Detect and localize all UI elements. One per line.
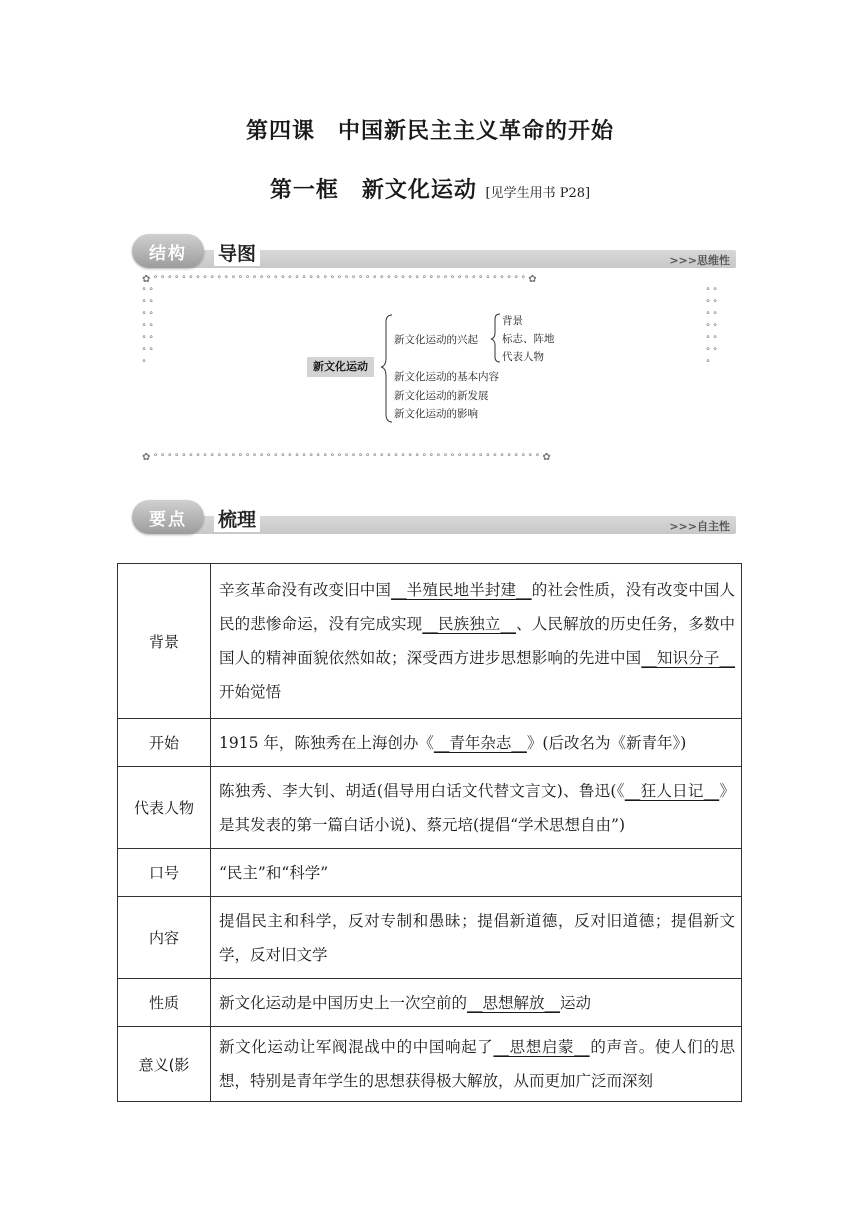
row-text: 》是其发表的第一篇白话小说)、蔡元培(提倡“学术思想自由”): [219, 781, 735, 834]
row-content: [211, 979, 742, 1027]
row-label: 性质: [118, 979, 211, 1027]
table-row: [118, 979, 742, 1027]
row-text: 》(后改名为《新青年》): [526, 733, 687, 752]
ornament-border-bottom: ✿ ᐤ ᐤ ᐤ ᐤ ᐤ ᐤ ᐤ ᐤ ᐤ ᐤ ᐤ ᐤ ᐤ ᐤ ᐤ ᐤ ᐤ ᐤ ᐤ ᐤ ᐤ ᐤ ᐤ ᐤ ᐤ ᐤ ᐤ ᐤ ᐤ ᐤ ᐤ ᐤ ᐤ ᐤ ᐤ ᐤ ᐤ ᐤ ᐤ ᐤ ᐤ ᐤ ᐤ ᐤ ᐤ ᐤ ᐤ ᐤ ᐤ ᐤ ᐤ ᐤ ᐤ ᐤ ᐤ ✿: [142, 452, 551, 463]
mindmap-node-content: 新文化运动的基本内容: [394, 371, 499, 383]
banner-tag: >>>自主性: [669, 520, 730, 533]
row-label: 口号: [118, 849, 211, 897]
page-title: 第四课 中国新民主主义革命的开始: [245, 119, 614, 144]
row-label: 意义(影: [118, 1027, 211, 1102]
row-content: [211, 719, 742, 767]
table-row: [118, 719, 742, 767]
row-text: “民主”和“科学”: [219, 863, 329, 882]
page-reference: [见学生用书 P28]: [485, 186, 591, 201]
banner-heading: 导图: [214, 242, 260, 266]
row-text: 的社会性质，没有改变中国人民的悲惨命运，没有完成实现: [219, 581, 735, 633]
mindmap-node-influence: 新文化运动的影响: [394, 408, 478, 420]
row-label: 开始: [118, 719, 211, 767]
row-content: [211, 1027, 742, 1102]
banner-pill: 结构: [132, 234, 204, 268]
mindmap-sub-brace: [490, 313, 502, 363]
row-text: 开始觉悟: [219, 683, 282, 701]
mindmap-node-people: 代表人物: [502, 351, 544, 363]
row-content: [211, 897, 742, 979]
mindmap-node-symbol: 标志、阵地: [502, 333, 555, 345]
row-text: 、人民解放的历史任务，多数中国人的精神面貌依然如故；深受西方进步思想影响的先进中国: [219, 615, 735, 667]
row-text: 的声音。使人们的思想，特别是青年学生的思想获得极大解放，从而更加广泛而深刻: [219, 1038, 735, 1090]
answer-blank: __狂人日记__: [624, 781, 720, 800]
mindmap-frame: [142, 274, 718, 464]
mindmap-node-development: 新文化运动的新发展: [394, 390, 489, 402]
banner-heading: 梳理: [214, 508, 260, 532]
answer-blank: __半殖民地半封建__: [391, 581, 532, 599]
page-subtitle: [0, 173, 860, 204]
row-text: 运动: [560, 993, 592, 1012]
row-text: 提倡民主和科学，反对专制和愚昧；提倡新道德，反对旧道德；提倡新文学，反对旧文学: [219, 911, 735, 964]
key-points-table: [117, 563, 742, 1102]
answer-blank: __思想启蒙__: [493, 1038, 590, 1056]
structure-map-banner: [132, 232, 736, 276]
table-row: [118, 564, 742, 719]
key-points-banner: [132, 498, 736, 542]
answer-blank: __民族独立__: [422, 615, 517, 633]
banner-pill: 要点: [132, 500, 204, 534]
row-text: 新文化运动是中国历史上一次空前的: [219, 993, 468, 1012]
row-text: 新文化运动让军阀混战中的中国响起了: [219, 1038, 494, 1056]
row-content: [211, 849, 742, 897]
row-text: 1915 年，陈独秀在上海创办《: [219, 733, 434, 752]
row-text: 辛亥革命没有改变旧中国: [219, 581, 392, 599]
row-label: 内容: [118, 897, 211, 979]
answer-blank: __青年杂志__: [433, 733, 527, 752]
table-row: [118, 897, 742, 979]
table-row: [118, 767, 742, 849]
row-label: 代表人物: [118, 767, 211, 849]
row-content: [211, 564, 742, 719]
answer-blank: __知识分子__: [641, 649, 735, 667]
banner-tag: >>>思维性: [669, 254, 730, 267]
ornament-border-right: ᐤ ᐤ ᐤ ᐤ ᐤ ᐤ ᐤ ᐤ ᐤ ᐤ ᐤ ᐤ ᐤ: [706, 286, 717, 369]
row-content: [211, 767, 742, 849]
mindmap-node-background: 背景: [502, 315, 523, 327]
mindmap-node-rise: 新文化运动的兴起: [394, 334, 478, 346]
row-label: 背景: [118, 564, 211, 719]
table-row: [118, 849, 742, 897]
table-row: [118, 1027, 742, 1102]
subtitle-text: 第一框 新文化运动: [269, 178, 477, 203]
ornament-border-left: ᐤ ᐤ ᐤ ᐤ ᐤ ᐤ ᐤ ᐤ ᐤ ᐤ ᐤ ᐤ ᐤ: [142, 286, 153, 369]
ornament-border-top: ✿ ᐤ ᐤ ᐤ ᐤ ᐤ ᐤ ᐤ ᐤ ᐤ ᐤ ᐤ ᐤ ᐤ ᐤ ᐤ ᐤ ᐤ ᐤ ᐤ ᐤ ᐤ ᐤ ᐤ ᐤ ᐤ ᐤ ᐤ ᐤ ᐤ ᐤ ᐤ ᐤ ᐤ ᐤ ᐤ ᐤ ᐤ ᐤ ᐤ ᐤ ᐤ ᐤ ᐤ ᐤ ᐤ ᐤ ᐤ ᐤ ᐤ ᐤ ᐤ ᐤ ᐤ ✿: [142, 274, 537, 285]
row-text: 陈独秀、李大钊、胡适(倡导用白话文代替文言文)、鲁迅(《: [219, 781, 625, 800]
mindmap-main-brace: [380, 314, 394, 424]
mindmap-root: 新文化运动: [307, 357, 374, 377]
answer-blank: __思想解放__: [467, 993, 561, 1012]
